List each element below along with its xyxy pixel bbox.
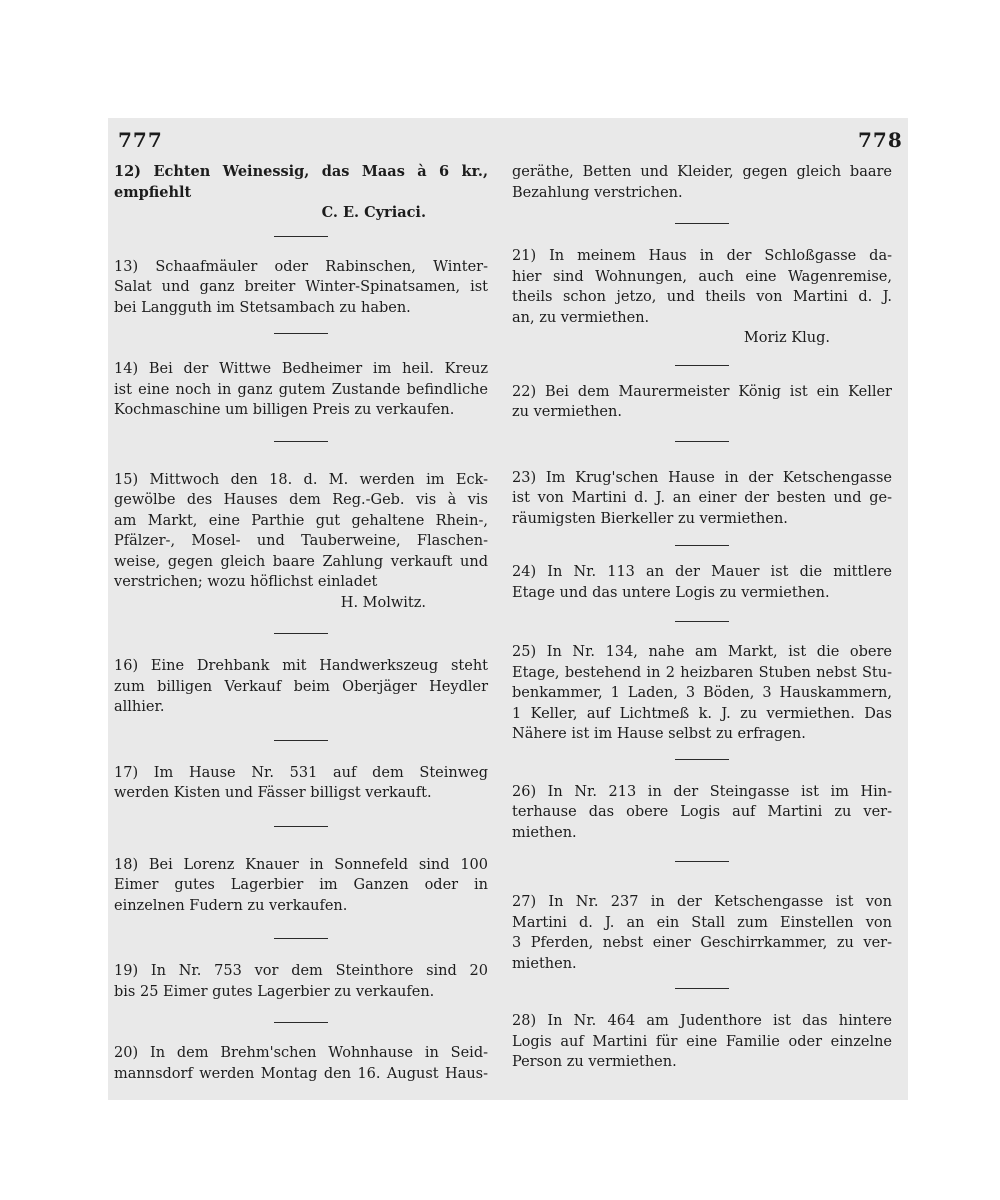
ad-19 bbox=[114, 961, 488, 1002]
ad-line: 1 Keller, auf Lichtmeß k. J. zu vermiethen. Das bbox=[512, 705, 892, 722]
ad-line: bis 25 Eimer gutes Lagerbier zu verkaufen. bbox=[114, 983, 435, 1000]
ad-16 bbox=[114, 656, 488, 718]
ad-line: 16) Eine Drehbank mit Handwerkszeug steht bbox=[114, 658, 488, 674]
ad-line: 3 Pferden, nebst einer Geschirrkammer, zu ver- bbox=[512, 935, 892, 951]
ad-line: ist von Martini d. J. an einer der besten und ge- bbox=[512, 490, 892, 506]
ad-line: Eimer gutes Lagerbier im Ganzen oder in bbox=[114, 877, 488, 893]
ad-line: mannsdorf werden Montag den 16. August Haus- bbox=[114, 1065, 488, 1082]
ad-line: 12) Echten Weinessig, das Maas à 6 kr., empfiehlt bbox=[114, 163, 488, 201]
ad-28 bbox=[512, 1011, 892, 1073]
ad-18 bbox=[114, 855, 488, 917]
ad-line: Person zu vermiethen. bbox=[512, 1054, 677, 1070]
ad-line: 17) Im Hause Nr. 531 auf dem Steinweg bbox=[114, 764, 488, 781]
ad-line: Logis auf Martini für eine Familie oder einzelne bbox=[512, 1033, 892, 1050]
ad-line: 15) Mittwoch den 18. d. M. werden im Eck- bbox=[114, 471, 488, 488]
ad-line: Etage, bestehend in 2 heizbaren Stuben nebst Stu- bbox=[512, 664, 892, 681]
ad-line: einzelnen Fudern zu verkaufen. bbox=[114, 897, 348, 914]
ad-20-continuation bbox=[512, 162, 892, 203]
ad-line: verstrichen; wozu höflichst einladet bbox=[114, 574, 378, 590]
ad-22 bbox=[512, 382, 892, 423]
ad-line: 26) In Nr. 213 in der Steingasse ist im Hin- bbox=[512, 783, 892, 800]
ad-line: Nähere ist im Hause selbst zu erfragen. bbox=[512, 726, 806, 742]
ad-20 bbox=[114, 1043, 488, 1084]
ad-24 bbox=[512, 562, 892, 603]
ad-line: 19) In Nr. 753 vor dem Steinthore sind 20 bbox=[114, 963, 488, 979]
ad-line: am Markt, eine Parthie gut gehaltene Rhein-, bbox=[114, 512, 488, 529]
ad-line: Pfälzer-, Mosel- und Tauberweine, Flaschen- bbox=[114, 533, 488, 549]
ad-line: miethen. bbox=[512, 955, 577, 972]
ad-line: benkammer, 1 Laden, 3 Böden, 3 Hauskammern, bbox=[512, 685, 892, 701]
ad-12 bbox=[114, 162, 488, 224]
ad-line: 22) Bei dem Maurermeister König ist ein Keller bbox=[512, 383, 892, 400]
ad-line: 27) In Nr. 237 in der Ketschengasse ist von bbox=[512, 894, 892, 910]
ad-27 bbox=[512, 892, 892, 974]
ad-line: Martini d. J. an ein Stall zum Einstellen von bbox=[512, 914, 892, 931]
right-column bbox=[512, 162, 892, 1073]
ad-line: 23) Im Krug'schen Hause in der Ketschengasse bbox=[512, 469, 892, 486]
ad-line: bei Langguth im Stetsambach zu haben. bbox=[114, 299, 411, 316]
ad-signature: Moriz Klug. bbox=[743, 330, 830, 346]
ad-line: werden Kisten und Fässer billigst verkauft. bbox=[114, 785, 432, 801]
ad-line: theils schon jetzo, und theils von Martini d. J. bbox=[512, 289, 892, 305]
ad-line: geräthe, Betten und Kleider, gegen gleich baare bbox=[512, 164, 892, 180]
ad-15 bbox=[114, 470, 488, 614]
ad-line: Kochmaschine um billigen Preis zu verkaufen. bbox=[114, 402, 455, 418]
ad-line: 25) In Nr. 134, nahe am Markt, ist die obere bbox=[512, 644, 892, 660]
ad-line: 18) Bei Lorenz Knauer in Sonnefeld sind 100 bbox=[114, 856, 488, 873]
ad-line: Bezahlung verstrichen. bbox=[512, 184, 683, 201]
ad-line: hier sind Wohnungen, auch eine Wagenremise, bbox=[512, 268, 892, 285]
left-column bbox=[114, 162, 488, 1084]
ad-line: an, zu vermiethen. bbox=[512, 309, 650, 326]
ad-line: 14) Bei der Wittwe Bedheimer im heil. Kreuz bbox=[114, 361, 488, 377]
ad-signature: H. Molwitz. bbox=[340, 594, 426, 611]
ad-line: 24) In Nr. 113 an der Mauer ist die mittlere bbox=[512, 564, 892, 580]
ad-line: weise, gegen gleich baare Zahlung verkauft und bbox=[114, 553, 488, 570]
ad-line: räumigsten Bierkeller zu vermiethen. bbox=[512, 510, 788, 527]
ad-line: zum billigen Verkauf beim Oberjäger Heydler allhier. bbox=[114, 678, 488, 715]
ad-signature: C. E. Cyriaci. bbox=[321, 204, 426, 221]
ad-line: 20) In dem Brehm'schen Wohnhause in Seid- bbox=[114, 1045, 488, 1061]
page-number-left: 777 bbox=[118, 128, 163, 152]
ad-line: ist eine noch in ganz gutem Zustande befindliche bbox=[114, 381, 488, 398]
ad-line: zu vermiethen. bbox=[512, 404, 622, 420]
ad-line: miethen. bbox=[512, 824, 577, 841]
ad-26 bbox=[512, 782, 892, 844]
page-number-right: 778 bbox=[858, 128, 903, 152]
ad-13 bbox=[114, 257, 488, 319]
ad-21 bbox=[512, 246, 892, 349]
ad-line: gewölbe des Hauses dem Reg.-Geb. vis à vis bbox=[114, 492, 488, 508]
ad-line: Salat und ganz breiter Winter-Spinatsamen, ist bbox=[114, 279, 488, 295]
ad-line: 28) In Nr. 464 am Judenthore ist das hintere bbox=[512, 1013, 892, 1029]
ad-14 bbox=[114, 359, 488, 421]
ad-line: 13) Schaafmäuler oder Rabinschen, Winter- bbox=[114, 258, 488, 275]
ad-line: Etage und das untere Logis zu vermiethen. bbox=[512, 584, 830, 601]
ad-17 bbox=[114, 763, 488, 804]
ad-23 bbox=[512, 468, 892, 530]
ad-line: terhause das obere Logis auf Martini zu ver- bbox=[512, 804, 892, 820]
ad-25 bbox=[512, 642, 892, 745]
ad-line: 21) In meinem Haus in der Schloßgasse da- bbox=[512, 248, 892, 264]
